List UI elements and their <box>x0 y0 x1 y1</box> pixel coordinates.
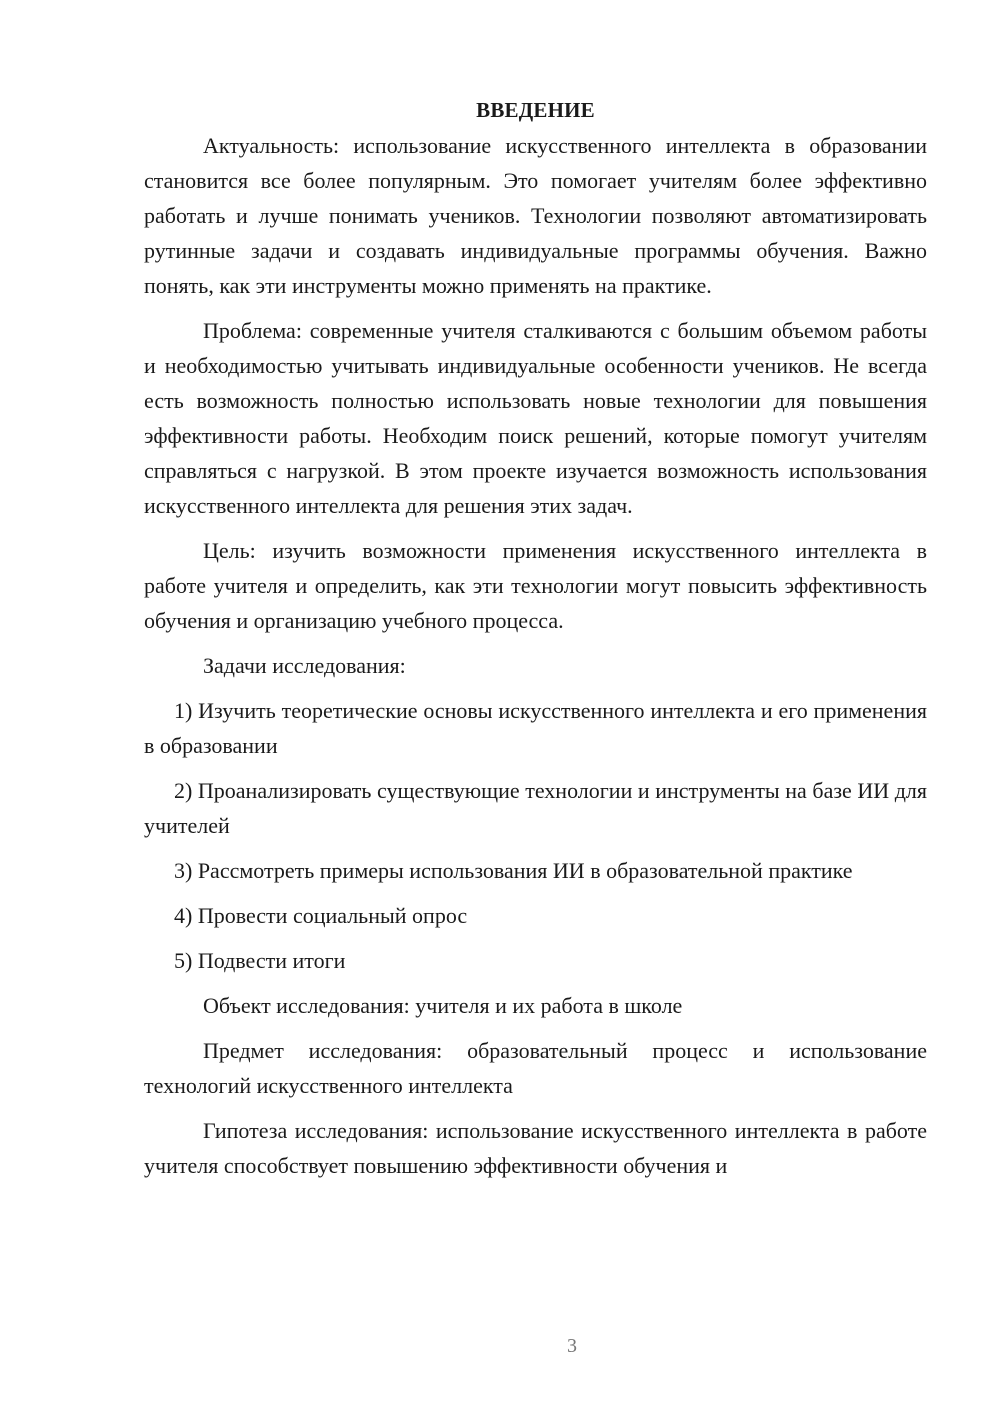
tasks-heading: Задачи исследования: <box>203 653 406 678</box>
relevance-paragraph: Актуальность: использование искусственного интеллекта в образовании становится все более популярным. Это помогает учителям более эффективно работать и лучше понимать учеников. Технологии позволяют автоматизировать рутинные задачи и создавать индивидуальные программы обучения. Важно понять, как эти инструменты можно применять на практике. <box>144 133 927 298</box>
goal-paragraph: Цель: изучить возможности применения искусственного интеллекта в работе учителя и определить, как эти технологии могут повысить эффективность обучения и организацию учебного процесса. <box>144 538 927 633</box>
page-number: 3 <box>567 1335 577 1357</box>
page-content <box>144 93 927 1183</box>
problem-paragraph: Проблема: современные учителя сталкиваются с большим объемом работы и необходимостью учитывать индивидуальные особенности учеников. Не всегда есть возможность полностью использовать новые технологии для повышения эффективности работы. Необходим поиск решений, которые помогут учителям справляться с нагрузкой. В этом проекте изучается возможность использования искусственного интеллекта для решения этих задач. <box>144 318 927 518</box>
list-item: 3) Рассмотреть примеры использования ИИ в образовательной практике <box>174 858 853 883</box>
hypothesis-paragraph: Гипотеза исследования: использование искусственного интеллекта в работе учителя способствует повышению эффективности обучения и <box>144 1118 927 1178</box>
list-item: 1) Изучить теоретические основы искусственного интеллекта и его применения в образовании <box>144 698 927 758</box>
page-title: ВВЕДЕНИЕ <box>476 98 595 122</box>
tasks-list <box>144 693 927 978</box>
object-paragraph: Объект исследования: учителя и их работа в школе <box>203 993 683 1018</box>
list-item: 2) Проанализировать существующие технологии и инструменты на базе ИИ для учителей <box>144 778 927 838</box>
list-item: 4) Провести социальный опрос <box>174 903 468 928</box>
subject-paragraph: Предмет исследования: образовательный процесс и использование технологий искусственного интеллекта <box>144 1038 927 1098</box>
list-item: 5) Подвести итоги <box>174 948 346 973</box>
